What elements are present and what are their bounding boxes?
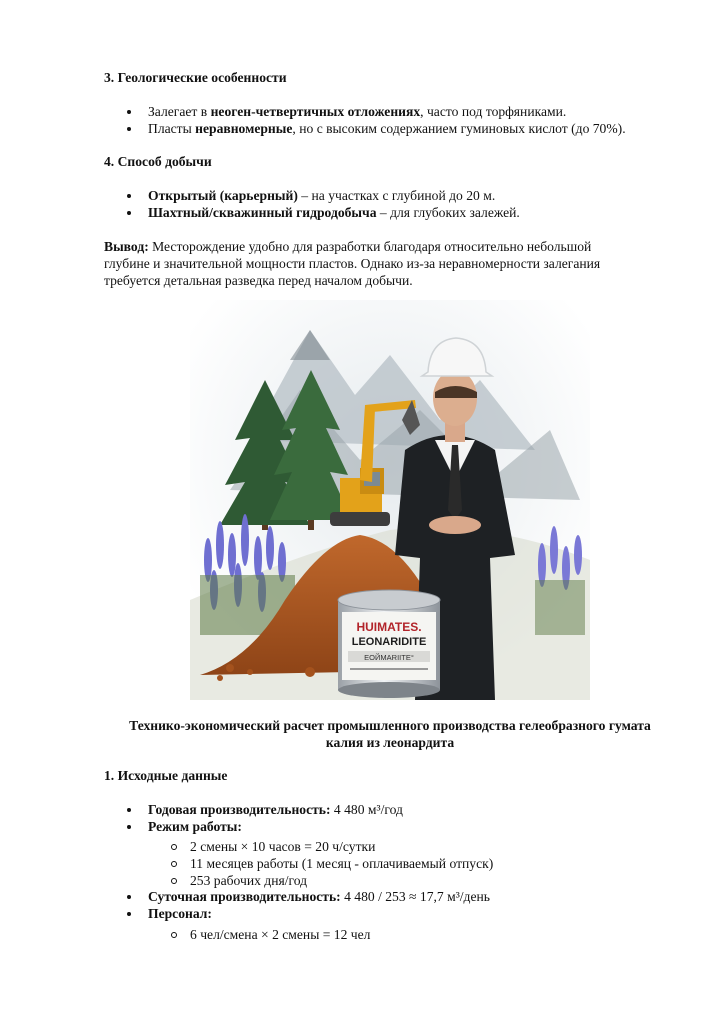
list-item: Режим работы: [104, 818, 403, 835]
conclusion-label: Вывод: [104, 239, 149, 254]
section-4-heading: 4. Способ добычи [104, 154, 212, 169]
staff-sublist [148, 926, 370, 943]
section-3-list [104, 103, 626, 137]
can-label-line2: LEONARIDITE [351, 636, 427, 648]
list-item: Открытый (карьерный) – на участках с глубиной до 20 м. [104, 187, 520, 204]
list-item: Залегает в неоген-четвертичных отложениях, часто под торфяниками. [104, 103, 626, 120]
source-data-list-a [104, 801, 403, 835]
list-item: 2 смены × 10 часов = 20 ч/сутки [148, 838, 493, 855]
can-label-line3: EOЙМАRIITE° [364, 653, 414, 662]
work-mode-sublist [148, 838, 493, 889]
calc-title: Технико-экономический расчет промышленного производства гелеобразного гумата калия из леонардита [129, 718, 651, 750]
list-item: Суточная производительность: 4 480 / 253 ≈ 17,7 м³/день [104, 888, 490, 905]
list-item: 6 чел/смена × 2 смены = 12 чел [148, 926, 370, 943]
list-item: 11 месяцев работы (1 месяц - оплачиваемый отпуск) [148, 855, 493, 872]
section-1-heading: 1. Исходные данные [104, 768, 228, 783]
conclusion-paragraph: Вывод: Месторождение удобно для разработки благодаря относительно небольшой глубине и значительной мощности пластов. Однако из-за неравномерности залегания требуется детальная разведка перед началом добычи. [104, 239, 601, 288]
list-item: Годовая производительность: 4 480 м³/год [104, 801, 403, 818]
list-item: 253 рабочих дня/год [148, 872, 493, 889]
section-3-heading: 3. Геологические особенности [104, 70, 287, 85]
list-item: Шахтный/скважинный гидродобыча – для глубоких залежей. [104, 204, 520, 221]
list-item: Пласты неравномерные, но с высоким содержанием гуминовых кислот (до 70%). [104, 120, 626, 137]
section-4-list [104, 187, 520, 221]
product-can [338, 590, 440, 698]
can-label-line1: HUIMATES. [356, 620, 422, 634]
illustration [190, 300, 590, 700]
source-data-list-b [104, 888, 490, 922]
list-item: Персонал: [104, 905, 490, 922]
